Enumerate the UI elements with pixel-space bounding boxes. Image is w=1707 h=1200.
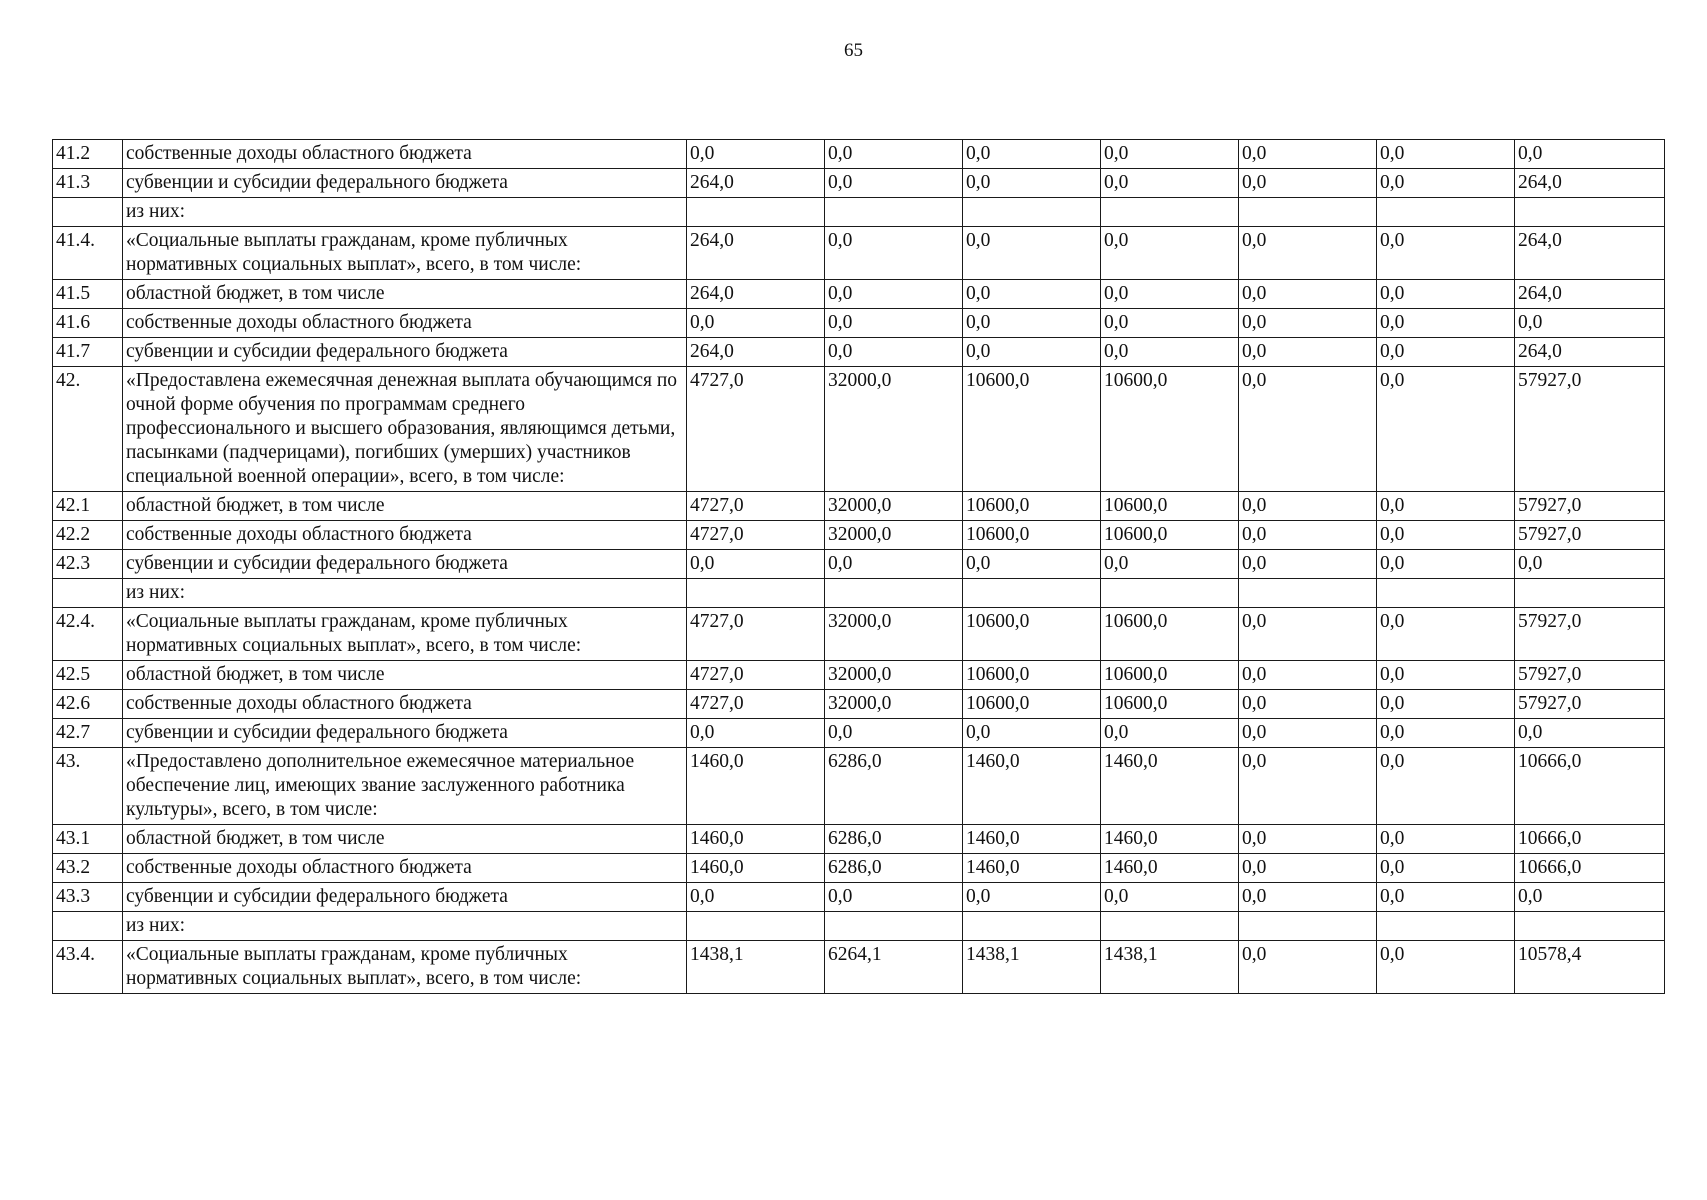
value-cell: 10600,0 xyxy=(1101,367,1239,492)
value-cell xyxy=(1377,912,1515,941)
value-cell: 0,0 xyxy=(1377,825,1515,854)
row-description-cell: собственные доходы областного бюджета xyxy=(123,309,687,338)
value-cell: 264,0 xyxy=(1515,338,1665,367)
row-number-cell: 43. xyxy=(53,748,123,825)
value-cell: 4727,0 xyxy=(687,492,825,521)
value-cell: 0,0 xyxy=(1101,140,1239,169)
value-cell: 57927,0 xyxy=(1515,492,1665,521)
value-cell: 0,0 xyxy=(1377,661,1515,690)
value-cell: 0,0 xyxy=(1515,883,1665,912)
value-cell: 0,0 xyxy=(1239,280,1377,309)
value-cell: 10666,0 xyxy=(1515,748,1665,825)
value-cell: 0,0 xyxy=(963,309,1101,338)
value-cell xyxy=(825,912,963,941)
value-cell xyxy=(1101,579,1239,608)
row-description-cell: из них: xyxy=(123,912,687,941)
value-cell: 1460,0 xyxy=(963,854,1101,883)
value-cell: 0,0 xyxy=(963,550,1101,579)
value-cell: 0,0 xyxy=(825,338,963,367)
value-cell: 10600,0 xyxy=(1101,521,1239,550)
row-description-cell: «Предоставлено дополнительное ежемесячное материальное обеспечение лиц, имеющих звание заслуженного работника культуры», всего, в том числе: xyxy=(123,748,687,825)
value-cell: 1460,0 xyxy=(687,854,825,883)
value-cell: 0,0 xyxy=(687,883,825,912)
value-cell: 1460,0 xyxy=(1101,748,1239,825)
table-row xyxy=(53,912,1665,941)
value-cell: 0,0 xyxy=(1377,367,1515,492)
row-number-cell: 42.4. xyxy=(53,608,123,661)
value-cell: 0,0 xyxy=(963,280,1101,309)
value-cell: 0,0 xyxy=(1239,748,1377,825)
value-cell: 0,0 xyxy=(1377,748,1515,825)
value-cell: 57927,0 xyxy=(1515,521,1665,550)
table-row xyxy=(53,140,1665,169)
value-cell: 0,0 xyxy=(963,719,1101,748)
value-cell: 32000,0 xyxy=(825,521,963,550)
table-row xyxy=(53,608,1665,661)
value-cell xyxy=(1377,579,1515,608)
budget-table xyxy=(52,139,1665,994)
value-cell: 10600,0 xyxy=(963,690,1101,719)
value-cell: 0,0 xyxy=(1377,492,1515,521)
value-cell: 4727,0 xyxy=(687,367,825,492)
value-cell xyxy=(1239,912,1377,941)
value-cell: 0,0 xyxy=(1377,227,1515,280)
value-cell xyxy=(687,579,825,608)
value-cell: 0,0 xyxy=(1377,883,1515,912)
value-cell: 264,0 xyxy=(1515,169,1665,198)
row-description-cell: из них: xyxy=(123,579,687,608)
value-cell: 10600,0 xyxy=(963,492,1101,521)
table-body xyxy=(53,140,1665,994)
value-cell xyxy=(1101,198,1239,227)
value-cell: 0,0 xyxy=(1515,550,1665,579)
value-cell: 10600,0 xyxy=(1101,608,1239,661)
value-cell: 10578,4 xyxy=(1515,941,1665,994)
value-cell: 264,0 xyxy=(687,169,825,198)
value-cell xyxy=(687,198,825,227)
table-row xyxy=(53,854,1665,883)
row-number-cell: 43.3 xyxy=(53,883,123,912)
value-cell xyxy=(825,579,963,608)
row-description-cell: собственные доходы областного бюджета xyxy=(123,690,687,719)
value-cell: 0,0 xyxy=(1239,854,1377,883)
value-cell: 0,0 xyxy=(687,719,825,748)
value-cell: 4727,0 xyxy=(687,608,825,661)
value-cell: 0,0 xyxy=(1239,309,1377,338)
row-description-cell: субвенции и субсидии федерального бюджета xyxy=(123,169,687,198)
row-number-cell xyxy=(53,912,123,941)
value-cell: 32000,0 xyxy=(825,690,963,719)
value-cell: 10600,0 xyxy=(1101,661,1239,690)
value-cell: 264,0 xyxy=(1515,280,1665,309)
value-cell: 10666,0 xyxy=(1515,854,1665,883)
value-cell: 0,0 xyxy=(1377,169,1515,198)
row-number-cell: 42.7 xyxy=(53,719,123,748)
value-cell: 0,0 xyxy=(1101,338,1239,367)
value-cell: 1460,0 xyxy=(1101,825,1239,854)
value-cell xyxy=(1515,198,1665,227)
value-cell: 57927,0 xyxy=(1515,608,1665,661)
value-cell: 0,0 xyxy=(1377,521,1515,550)
value-cell: 1438,1 xyxy=(1101,941,1239,994)
value-cell: 0,0 xyxy=(825,140,963,169)
table-row xyxy=(53,492,1665,521)
value-cell: 264,0 xyxy=(687,227,825,280)
value-cell: 264,0 xyxy=(687,280,825,309)
row-description-cell: из них: xyxy=(123,198,687,227)
value-cell: 0,0 xyxy=(1239,661,1377,690)
value-cell: 0,0 xyxy=(1377,854,1515,883)
value-cell xyxy=(1239,579,1377,608)
row-description-cell: «Социальные выплаты гражданам, кроме публичных нормативных социальных выплат», всего, в том числе: xyxy=(123,227,687,280)
value-cell: 32000,0 xyxy=(825,367,963,492)
value-cell: 0,0 xyxy=(1101,280,1239,309)
value-cell: 0,0 xyxy=(1377,338,1515,367)
row-number-cell: 41.5 xyxy=(53,280,123,309)
row-number-cell: 41.3 xyxy=(53,169,123,198)
value-cell: 0,0 xyxy=(687,309,825,338)
value-cell: 0,0 xyxy=(825,309,963,338)
row-description-cell: собственные доходы областного бюджета xyxy=(123,521,687,550)
table-row xyxy=(53,280,1665,309)
value-cell: 0,0 xyxy=(687,550,825,579)
value-cell: 10600,0 xyxy=(963,367,1101,492)
value-cell: 10666,0 xyxy=(1515,825,1665,854)
value-cell: 0,0 xyxy=(1377,608,1515,661)
row-number-cell: 43.4. xyxy=(53,941,123,994)
value-cell: 0,0 xyxy=(825,227,963,280)
value-cell: 0,0 xyxy=(1377,719,1515,748)
value-cell: 10600,0 xyxy=(963,521,1101,550)
value-cell: 0,0 xyxy=(1239,492,1377,521)
value-cell: 10600,0 xyxy=(1101,492,1239,521)
row-description-cell: «Социальные выплаты гражданам, кроме публичных нормативных социальных выплат», всего, в том числе: xyxy=(123,608,687,661)
value-cell: 0,0 xyxy=(825,280,963,309)
value-cell: 0,0 xyxy=(1239,169,1377,198)
table-row xyxy=(53,227,1665,280)
table-row xyxy=(53,198,1665,227)
value-cell: 1460,0 xyxy=(963,748,1101,825)
value-cell: 6286,0 xyxy=(825,854,963,883)
value-cell: 0,0 xyxy=(825,550,963,579)
value-cell: 0,0 xyxy=(963,169,1101,198)
value-cell xyxy=(963,912,1101,941)
value-cell: 1460,0 xyxy=(687,748,825,825)
row-description-cell: собственные доходы областного бюджета xyxy=(123,140,687,169)
row-description-cell: «Предоставлена ежемесячная денежная выплата обучающимся по очной форме обучения по программам среднего профессионального и высшего образования, являющимся детьми, пасынками (падчерицами), погибших (умерших) участников специальной военной операции», всего, в том числе: xyxy=(123,367,687,492)
value-cell: 0,0 xyxy=(1515,140,1665,169)
value-cell xyxy=(825,198,963,227)
row-description-cell: собственные доходы областного бюджета xyxy=(123,854,687,883)
row-number-cell: 42.5 xyxy=(53,661,123,690)
page-number: 65 xyxy=(844,40,863,61)
table-row xyxy=(53,338,1665,367)
table-row xyxy=(53,309,1665,338)
table-row xyxy=(53,169,1665,198)
value-cell: 57927,0 xyxy=(1515,367,1665,492)
value-cell: 0,0 xyxy=(1515,309,1665,338)
value-cell: 0,0 xyxy=(825,169,963,198)
row-number-cell: 43.2 xyxy=(53,854,123,883)
row-description-cell: «Социальные выплаты гражданам, кроме публичных нормативных социальных выплат», всего, в том числе: xyxy=(123,941,687,994)
value-cell: 0,0 xyxy=(1101,169,1239,198)
row-number-cell: 42.6 xyxy=(53,690,123,719)
value-cell: 10600,0 xyxy=(963,661,1101,690)
value-cell: 0,0 xyxy=(1239,719,1377,748)
value-cell: 0,0 xyxy=(1239,367,1377,492)
value-cell: 264,0 xyxy=(687,338,825,367)
table-row xyxy=(53,661,1665,690)
table-row xyxy=(53,550,1665,579)
value-cell: 0,0 xyxy=(1377,690,1515,719)
value-cell: 0,0 xyxy=(1239,941,1377,994)
row-number-cell: 42.1 xyxy=(53,492,123,521)
value-cell: 6264,1 xyxy=(825,941,963,994)
value-cell: 0,0 xyxy=(1377,309,1515,338)
value-cell xyxy=(1377,198,1515,227)
row-number-cell: 41.7 xyxy=(53,338,123,367)
value-cell xyxy=(1101,912,1239,941)
value-cell: 32000,0 xyxy=(825,661,963,690)
value-cell: 0,0 xyxy=(1101,227,1239,280)
table-row xyxy=(53,825,1665,854)
value-cell: 0,0 xyxy=(1101,883,1239,912)
value-cell: 0,0 xyxy=(1101,309,1239,338)
value-cell: 0,0 xyxy=(963,140,1101,169)
value-cell: 1460,0 xyxy=(1101,854,1239,883)
value-cell: 0,0 xyxy=(1239,690,1377,719)
table-row xyxy=(53,690,1665,719)
value-cell: 0,0 xyxy=(825,883,963,912)
value-cell: 264,0 xyxy=(1515,227,1665,280)
value-cell: 0,0 xyxy=(1101,719,1239,748)
value-cell xyxy=(963,198,1101,227)
value-cell: 0,0 xyxy=(687,140,825,169)
row-description-cell: областной бюджет, в том числе xyxy=(123,492,687,521)
value-cell: 1460,0 xyxy=(687,825,825,854)
value-cell: 4727,0 xyxy=(687,661,825,690)
table-row xyxy=(53,367,1665,492)
value-cell: 57927,0 xyxy=(1515,661,1665,690)
row-number-cell: 42. xyxy=(53,367,123,492)
value-cell: 0,0 xyxy=(963,227,1101,280)
row-number-cell xyxy=(53,198,123,227)
table-row xyxy=(53,748,1665,825)
value-cell: 0,0 xyxy=(963,338,1101,367)
value-cell: 0,0 xyxy=(1239,825,1377,854)
value-cell: 57927,0 xyxy=(1515,690,1665,719)
row-description-cell: областной бюджет, в том числе xyxy=(123,661,687,690)
value-cell xyxy=(963,579,1101,608)
table-row xyxy=(53,719,1665,748)
value-cell: 4727,0 xyxy=(687,521,825,550)
row-number-cell: 43.1 xyxy=(53,825,123,854)
value-cell: 0,0 xyxy=(825,719,963,748)
value-cell: 1460,0 xyxy=(963,825,1101,854)
value-cell: 0,0 xyxy=(1515,719,1665,748)
table-row xyxy=(53,941,1665,994)
row-description-cell: субвенции и субсидии федерального бюджета xyxy=(123,719,687,748)
value-cell: 0,0 xyxy=(1101,550,1239,579)
table-row xyxy=(53,883,1665,912)
value-cell: 1438,1 xyxy=(963,941,1101,994)
value-cell: 0,0 xyxy=(1239,338,1377,367)
value-cell: 10600,0 xyxy=(963,608,1101,661)
value-cell xyxy=(1515,912,1665,941)
value-cell xyxy=(1239,198,1377,227)
value-cell: 0,0 xyxy=(1377,280,1515,309)
value-cell: 32000,0 xyxy=(825,492,963,521)
value-cell: 6286,0 xyxy=(825,748,963,825)
row-description-cell: субвенции и субсидии федерального бюджета xyxy=(123,550,687,579)
row-number-cell: 41.6 xyxy=(53,309,123,338)
value-cell: 0,0 xyxy=(1239,521,1377,550)
row-description-cell: областной бюджет, в том числе xyxy=(123,825,687,854)
value-cell xyxy=(687,912,825,941)
row-description-cell: областной бюджет, в том числе xyxy=(123,280,687,309)
row-number-cell xyxy=(53,579,123,608)
value-cell xyxy=(1515,579,1665,608)
row-number-cell: 41.2 xyxy=(53,140,123,169)
value-cell: 0,0 xyxy=(1377,550,1515,579)
row-number-cell: 41.4. xyxy=(53,227,123,280)
value-cell: 0,0 xyxy=(1239,883,1377,912)
table-row xyxy=(53,579,1665,608)
value-cell: 10600,0 xyxy=(1101,690,1239,719)
row-description-cell: субвенции и субсидии федерального бюджета xyxy=(123,883,687,912)
value-cell: 0,0 xyxy=(1377,941,1515,994)
value-cell: 0,0 xyxy=(963,883,1101,912)
table-row xyxy=(53,521,1665,550)
value-cell: 0,0 xyxy=(1239,140,1377,169)
row-number-cell: 42.2 xyxy=(53,521,123,550)
value-cell: 4727,0 xyxy=(687,690,825,719)
row-description-cell: субвенции и субсидии федерального бюджета xyxy=(123,338,687,367)
value-cell: 0,0 xyxy=(1239,227,1377,280)
row-number-cell: 42.3 xyxy=(53,550,123,579)
value-cell: 0,0 xyxy=(1239,550,1377,579)
value-cell: 0,0 xyxy=(1377,140,1515,169)
value-cell: 6286,0 xyxy=(825,825,963,854)
value-cell: 0,0 xyxy=(1239,608,1377,661)
value-cell: 1438,1 xyxy=(687,941,825,994)
value-cell: 32000,0 xyxy=(825,608,963,661)
